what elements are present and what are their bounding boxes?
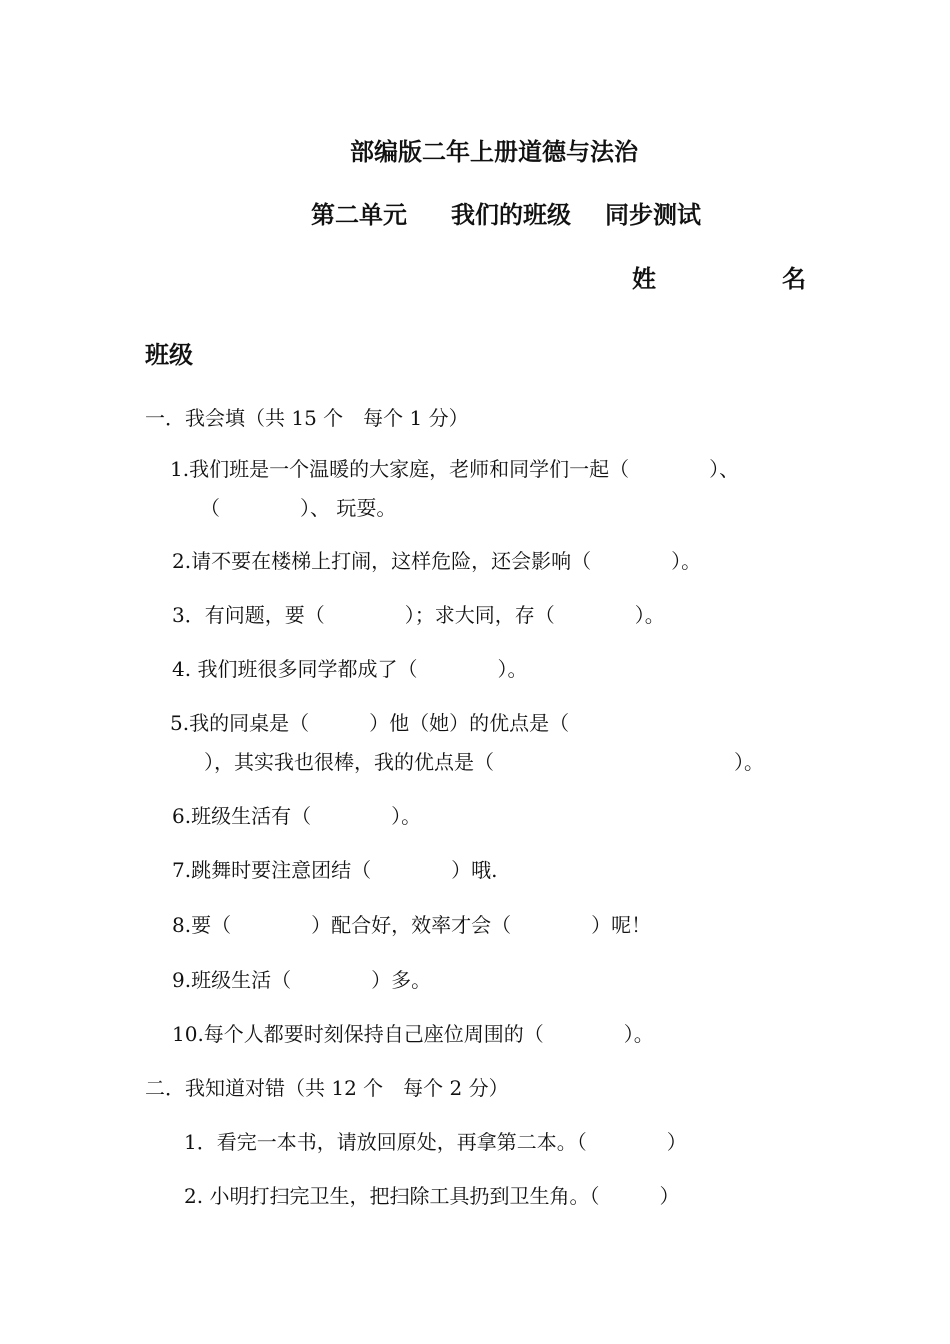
- name-label-first-char: 姓: [632, 265, 656, 293]
- fill-question-3: 3．有问题，要（ ）；求大同，存（ ）。: [172, 603, 665, 627]
- fill-question-2: 2.请不要在楼梯上打闹，这样危险，还会影响（ ）。: [172, 549, 702, 573]
- fill-question-4: 4. 我们班很多同学都成了（ ）。: [172, 657, 528, 681]
- fill-question-10: 10.每个人都要时刻保持自己座位周围的（ ）。: [172, 1022, 654, 1046]
- true-false-question-1: 1．看完一本书，请放回原处，再拿第二本。（ ）: [184, 1130, 687, 1154]
- unit-label: 第二单元: [311, 201, 407, 229]
- true-false-question-2: 2. 小明打扫完卫生，把扫除工具扔到卫生角。（ ）: [184, 1184, 680, 1208]
- test-label: 同步测试: [605, 201, 701, 229]
- name-label-second-char: 名: [782, 265, 806, 293]
- fill-question-1-line-1: 1.我们班是一个温暖的大家庭，老师和同学们一起（ ）、: [170, 457, 740, 481]
- unit-name: 我们的班级: [451, 201, 571, 229]
- fill-question-8: 8.要（ ）配合好，效率才会（ ）呢！: [172, 913, 652, 937]
- fill-question-9: 9.班级生活（ ）多。: [172, 968, 432, 992]
- section-fill-in-heading: 一．我会填（共 15 个 每个 1 分）: [145, 406, 469, 430]
- fill-question-5-line-1: 5.我的同桌是（ ）他（她）的优点是（: [170, 711, 570, 735]
- class-label: 班级: [145, 341, 193, 369]
- fill-question-1-line-2: （ ）、 玩耍。: [200, 496, 397, 520]
- fill-question-7: 7.跳舞时要注意团结（ ）哦.: [172, 858, 498, 882]
- section-true-false-heading: 二．我知道对错（共 12 个 每个 2 分）: [145, 1076, 509, 1100]
- fill-question-6: 6.班级生活有（ ）。: [172, 804, 422, 828]
- page-title: 部编版二年上册道德与法治: [350, 138, 638, 166]
- fill-question-5-line-2: ），其实我也很棒，我的优点是（ ）。: [204, 750, 764, 774]
